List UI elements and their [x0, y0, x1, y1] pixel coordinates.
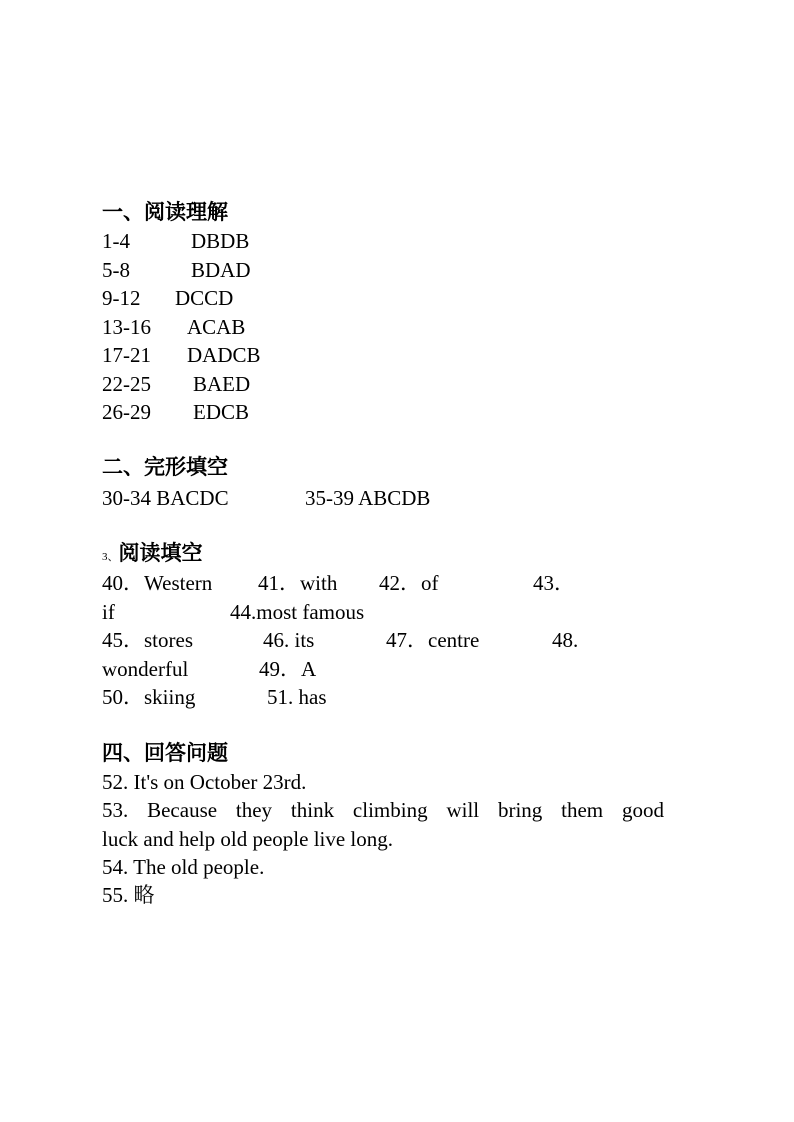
answer-item: 51. has: [267, 685, 327, 709]
word: they: [235, 798, 273, 822]
section-number: 3、: [102, 551, 119, 563]
question-range: 22-25: [102, 372, 151, 396]
question-range: 5-8: [102, 258, 130, 282]
word: think: [290, 798, 335, 822]
word: climbing: [352, 798, 428, 822]
word: 53.: [102, 798, 129, 822]
section-answers-title: 四、回答问题: [102, 741, 228, 765]
answer-item: 41．with: [258, 571, 338, 595]
answer-line: 52. It's on October 23rd.: [102, 770, 307, 794]
answer-line: 54. The old people.: [102, 855, 265, 879]
answer-item: 47．centre: [386, 628, 480, 652]
question-range: 1-4: [102, 229, 130, 253]
justified-line: [102, 796, 664, 825]
section-fill-title: [102, 539, 203, 571]
answer-letters: DADCB: [187, 343, 261, 367]
answer-item: 40．Western: [102, 571, 213, 595]
word: Because: [147, 798, 218, 822]
question-range: 13-16: [102, 315, 151, 339]
answer-group: 30-34 BACDC: [102, 486, 229, 510]
section-reading-title: 一、阅读理解: [102, 200, 228, 224]
answer-paragraph: [102, 796, 664, 853]
question-number: 55.: [102, 883, 129, 907]
answer-item: 50．skiing: [102, 685, 196, 709]
question-range: 17-21: [102, 343, 151, 367]
answer-letters: DCCD: [175, 286, 234, 310]
section-cloze-title: 二、完形填空: [102, 455, 228, 479]
word: bring: [497, 798, 543, 822]
answer-item: 48.: [552, 628, 579, 652]
answer-item: if: [102, 600, 115, 624]
word: good: [621, 798, 664, 822]
answer-item: 42．of: [379, 571, 439, 595]
answer-letters: BAED: [193, 372, 251, 396]
word: will: [446, 798, 480, 822]
answer-item: 45．stores: [102, 628, 193, 652]
section-title-text: 阅读填空: [118, 541, 203, 565]
word: them: [561, 798, 604, 822]
answer-letters: DBDB: [191, 229, 250, 253]
paragraph-line: luck and help old people live long.: [102, 826, 394, 851]
answer-item: 43．: [533, 571, 575, 595]
question-range: 9-12: [102, 286, 141, 310]
answer-letters: EDCB: [193, 400, 250, 424]
answer-item: wonderful: [102, 657, 189, 681]
answer-item: 46. its: [263, 628, 315, 652]
answer-group: 35-39 ABCDB: [305, 486, 431, 510]
answer-line: [102, 881, 155, 909]
answer-letters: ACAB: [187, 315, 246, 339]
answer-omitted: 略: [133, 883, 155, 907]
answer-item: 44.most famous: [230, 600, 365, 624]
answer-letters: BDAD: [191, 258, 251, 282]
question-range: 26-29: [102, 400, 151, 424]
answer-item: 49．A: [259, 657, 317, 681]
